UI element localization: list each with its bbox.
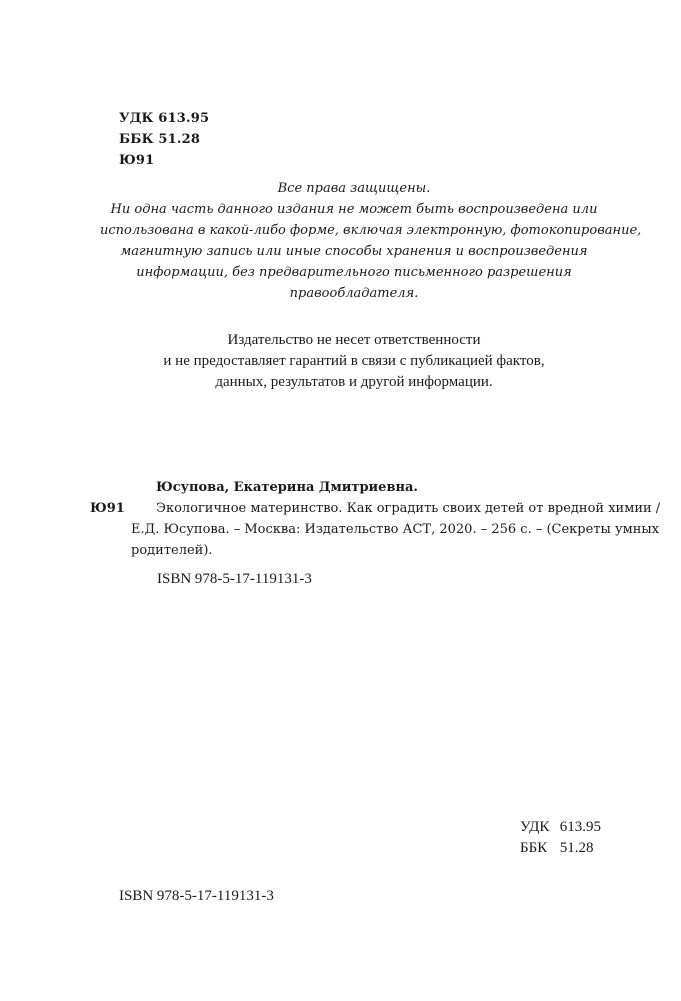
author-mark: Ю91	[119, 153, 155, 168]
description-line: родителей).	[131, 543, 213, 558]
catalog-isbn: ISBN 978-5-17-119131-3	[157, 571, 312, 587]
bbk-row	[520, 838, 601, 859]
rights-line: информации, без предварительного письменного разрешения	[136, 265, 572, 280]
catalog-index: Ю91	[90, 501, 125, 516]
rights-line: использована в какой-либо форме, включая электронную, фотокопирование,	[100, 223, 642, 238]
classification-codes-bottom	[520, 817, 601, 859]
publisher-disclaimer	[100, 330, 608, 393]
catalog-author: Юсупова, Екатерина Дмитриевна.	[156, 480, 418, 495]
disclaimer-line: Издательство не несет ответственности	[227, 332, 481, 348]
disclaimer-line: и не предоставляет гарантий в связи с публикацией фактов,	[163, 353, 545, 369]
rights-line: магнитную запись или иные способы хранения и воспроизведения	[120, 244, 588, 259]
udk-value: 613.95	[559, 819, 601, 835]
udk-row	[520, 817, 601, 838]
bbk-code: ББК 51.28	[119, 132, 201, 147]
udk-label: УДК	[520, 819, 550, 835]
description-line: Е.Д. Юсупова. – Москва: Издательство АСТ, 2020. – 256 с. – (Секреты умных	[131, 522, 660, 537]
rights-line: Все права защищены.	[277, 181, 431, 196]
description-line: Экологичное материнство. Как оградить своих детей от вредной химии /	[156, 501, 661, 516]
rights-line: Ни одна часть данного издания не может быть воспроизведена или	[110, 202, 598, 217]
bbk-label: ББК	[520, 840, 548, 856]
udk-code: УДК 613.95	[119, 111, 210, 126]
footer-isbn: ISBN 978-5-17-119131-3	[119, 888, 274, 904]
rights-line: правообладателя.	[289, 286, 419, 301]
catalog-description	[131, 498, 661, 561]
rights-notice	[100, 178, 642, 304]
classification-codes-top	[119, 108, 209, 171]
disclaimer-line: данных, результатов и другой информации.	[215, 374, 493, 390]
bbk-value: 51.28	[559, 840, 594, 856]
